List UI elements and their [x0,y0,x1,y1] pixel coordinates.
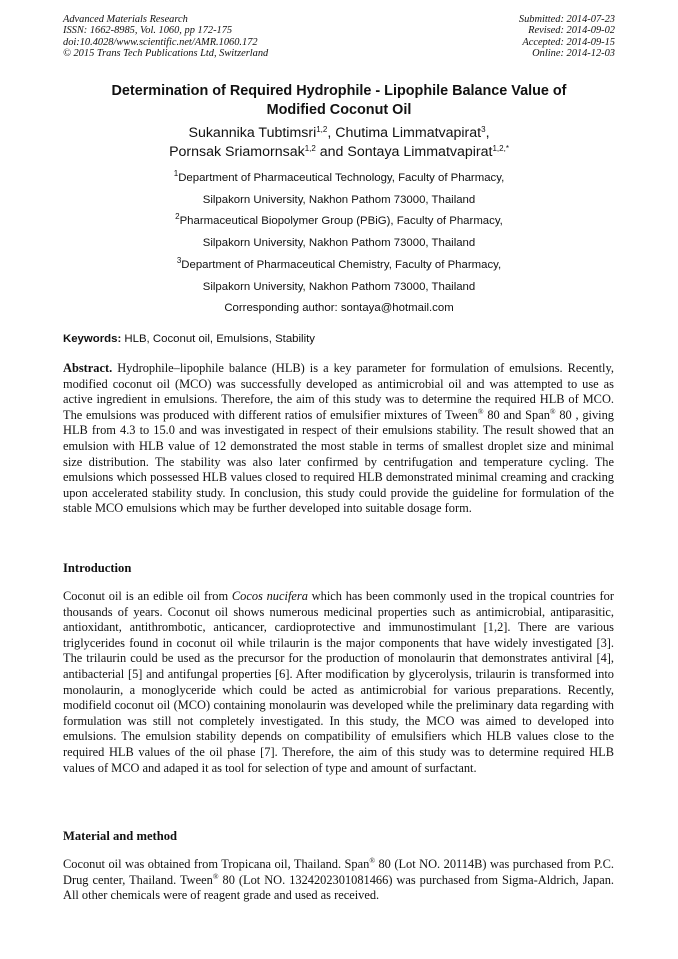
affiliation-2-address: Silpakorn University, Nakhon Pathom 73000, Thailand [202,237,476,250]
affiliation-1-address: Silpakorn University, Nakhon Pathom 73000, Thailand [202,193,476,206]
copyright-line: © 2015 Trans Tech Publications Ltd, Switzerland [63,48,269,60]
revised-date: Revised: 2014-09-02 [528,25,615,37]
abstract-label: Abstract. [63,361,113,375]
methods-heading: Material and method [63,829,178,843]
affiliation-2: $^2$Pharmaceutical Biopolymer Group (PBiG), Faculty of Pharmacy, [175,212,503,228]
author-sep: , [485,125,490,141]
methods-text: Coconut oil was obtained from Tropicana oil, Thailand. Span® 80 (Lot NO. 20114B) was purchased from P.C. Drug center, Thailand. Tween® 80 (Lot NO. 1324202301081466) was purchased from Sigma-Aldrich, Japan. All other chemicals were of reagent grade and used as received. [63,856,615,903]
affiliations [60,168,618,320]
affiliation-3: $^3$Department of Pharmaceutical Chemistry, Faculty of Pharmacy, [176,255,502,271]
author-1: Sukannika Tubtimsri [188,125,317,141]
author-3-affil: 1,2 [304,143,316,153]
corresponding-author: Corresponding author: sontaya@hotmail.com [224,302,454,315]
author-line-2 [60,143,618,162]
journal-name: Advanced Materials Research [63,14,188,25]
author-2: , Chutima Limmatvapirat [327,125,482,141]
paper-title [60,82,618,120]
author-4-affil: 1,2,* [492,143,509,153]
dates-block [519,14,615,60]
doi-line: doi:10.4028/www.scientific.net/AMR.1060.172 [63,36,258,48]
journal-info-block [63,14,268,60]
species-name: Cocos nucifera [231,589,308,603]
introduction-heading: Introduction [63,561,132,575]
online-date: Online: 2014-12-03 [532,48,615,60]
accepted-date: Accepted: 2014-09-15 [522,36,615,48]
author-list [60,124,618,161]
author-1-affil: 1,2 [316,125,328,134]
author-3: Pornsak Sriamornsak [169,143,305,160]
author-line-1 [60,124,618,143]
keywords [63,333,315,345]
keywords-label: Keywords: [63,333,122,345]
title-line-1: Determination of Required Hydrophile - Lipophile Balance Value of [111,83,567,99]
author-2-affil: 3 [481,125,486,134]
keywords-text: HLB, Coconut oil, Emulsions, Stability [121,333,315,345]
issn-line: ISSN: 1662-8985, Vol. 1060, pp 172-175 [63,25,233,37]
title-line-2: Modified Coconut Oil [266,102,412,118]
abstract: Abstract. Hydrophile–lipophile balance (HLB) is a key parameter for formulation of emulsions. Recently, modified coconut oil (MCO) was successfully developed as antimicrobial oil and was attempted to use as active ingredient in emulsions. Therefore, the aim of this study was to determine the required HLB of MCO. The emulsions was produced with different ratios of emulsifier mixtures of Tween® 80 and Span® 80 , giving HLB from 4.3 to 15.0 and was investigated in respect of their emulsions stability. The result showed that an emulsion with HLB value of 12 demonstrated the most stable in terms of smallest droplet size and minimal size distribution. The stability was also later confirmed by centrifugation and temperature cycling. The emulsions which possessed HLB values closed to required HLB demonstrated minimal creaming and cracking upon accelerated stability study. In conclusion, this study could provide the guideline for formulation of the stable MCO emulsions which may be further developed into suitable dosage form. [63,361,614,516]
affiliation-3-address: Silpakorn University, Nakhon Pathom 73000, Thailand [202,280,476,293]
introduction-text: Coconut oil is an edible oil from Cocos nucifera which has been commonly used in the tropical countries for thousands of years. Coconut oil shows numerous medicinal properties such as antimicrobial, antiparasitic, antioxidant, antithrombotic, anticancer, cardioprotective and immunostimulant [1,2]. There are various triglycerides found in coconut oil while trilaurin is the major components that have widely investigated [3]. The trilaurin could be used as the precursor for the production of monolaurin that demonstrates antiviral [4], antibacterial [5] and antifungal properties [6]. After modification by glycerolysis, trilaurin is transformed into monolaurin, a monoglyceride which could be acted as antimicrobial for various preparations. Recently, modifield coconut oil (MCO) containing monolaurin was developed while the preliminary data regarding with formulation was still not completely investigated. In this study, the MCO was aimed to developed into emulsions. The emulsion stability depends on compatibility of emulsifiers which HLB values close to the required HLB values of the oil phase [7]. Therefore, the aim of this study was to determine required HLB values of MCO and adaped it as tool for selection of type and amount of surfactant. [63,589,614,775]
submitted-date: Submitted: 2014-07-23 [518,14,615,25]
affiliation-1: $^1$Department of Pharmaceutical Technology, Faculty of Pharmacy, [173,169,505,184]
author-4: and Sontaya Limmatvapirat [315,143,493,160]
